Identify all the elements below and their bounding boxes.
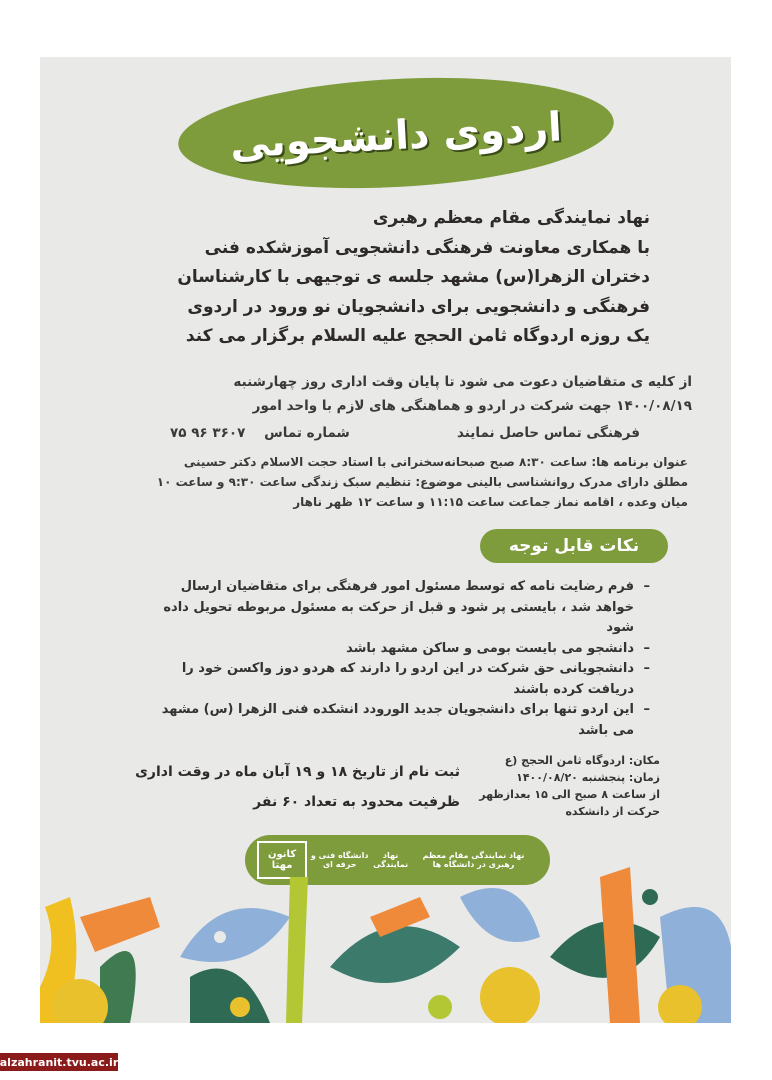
decorative-pattern xyxy=(40,857,731,1023)
notes-list xyxy=(140,577,650,741)
site-url-tag: alzahranit.tvu.ac.ir xyxy=(0,1053,118,1071)
list-item: – دانشجو می بایست بومی و ساکن مشهد باشد xyxy=(140,639,650,660)
contact-info xyxy=(170,425,350,449)
invite-line: از کلیه ی متقاضیان دعوت می شود تا پایان وقت اداری روز چهارشنبه xyxy=(233,374,692,390)
venue-line: حرکت از دانشکده xyxy=(565,805,660,818)
list-item: – فرم رضایت نامه که توسط مسئول امور فرهنگی برای متقاضیان ارسال خواهد شد ، بایستی پر شود و قبل از حرکت به مسئول مربوطه تحویل داده شود xyxy=(140,577,650,639)
intro-line: با همکاری معاونت فرهنگی دانشجویی آموزشکده فنی xyxy=(204,237,650,258)
notice-heading: نکات قابل توجه xyxy=(480,529,668,563)
university-logo: دانشگاه فنی و حرفه ای xyxy=(310,851,369,869)
intro-line: فرهنگی و دانشجویی برای دانشجویان نو ورود در اردوی xyxy=(187,296,650,317)
registration-line: ظرفیت محدود به تعداد ۶۰ نفر xyxy=(253,794,460,810)
program-text xyxy=(70,452,688,512)
list-item: – دانشجویانی حق شرکت در این اردو را دارند که هردو دوز واکسن خود را دریافت کرده باشند xyxy=(140,659,650,700)
contact-row xyxy=(170,425,640,449)
intro-line: یک روزه اردوگاه ثامن الحجج علیه السلام برگزار می کند xyxy=(185,326,650,346)
intro-text xyxy=(90,204,650,352)
invite-text xyxy=(80,370,692,418)
poster xyxy=(40,57,731,1023)
venue-line: از ساعت ۸ صبح الی ۱۵ بعدازظهر xyxy=(479,788,660,801)
page-title: اردوی دانشجویی xyxy=(228,104,564,168)
decor-shapes xyxy=(40,867,731,1023)
registration-info xyxy=(110,757,460,817)
invite-line-last: فرهنگی تماس حاصل نمایند xyxy=(457,425,640,441)
intro-line: نهاد نمایندگی مقام معظم رهبری xyxy=(372,208,650,228)
invite-line: ۱۴۰۰/۰۸/۱۹ جهت شرکت در اردو و هماهنگی های لازم با واحد امور xyxy=(252,398,692,414)
list-item: – این اردو تنها برای دانشجویان جدید الورودد انشکده فنی الزهرا (س) مشهد می باشد xyxy=(140,700,650,741)
contact-label: شماره تماس xyxy=(264,425,350,441)
registration-line: ثبت نام از تاریخ ۱۸ و ۱۹ آبان ماه در وقت اداری xyxy=(135,764,460,780)
emblem-logo: نهاد نمایندگی مقام معظم رهبری در دانشگاه ها xyxy=(422,851,525,869)
program-line: مطلق دارای مدرک روانشناسی بالینی موضوع: تنظیم سبک زندگی ساعت ۹:۳۰ و ساعت ۱۰ xyxy=(156,475,688,489)
intro-line: دختران الزهرا(س) مشهد جلسه ی توجیهی با کارشناسان xyxy=(177,267,650,287)
program-line: عنوان برنامه ها: ساعت ۸:۳۰ صبح صبحانه‌سخنرانی با استاد حجت الاسلام دکتر حسینی xyxy=(183,455,688,469)
kanoon-logo: کانون مهتا xyxy=(257,841,307,879)
program-line: میان وعده ، اقامه نماز جماعت ساعت ۱۱:۱۵ و ساعت ۱۲ ظهر ناهار xyxy=(293,495,688,509)
venue-line: زمان: پنجشنبه ۱۴۰۰/۰۸/۲۰ xyxy=(516,771,660,784)
book-logo: نهاد نمایندگی xyxy=(373,851,409,869)
venue-info xyxy=(450,752,660,820)
contact-number: ۳۶۰۷ ۹۶ ۷۵ xyxy=(170,425,246,441)
venue-line: مکان: اردوگاه ثامن الحجج (ع xyxy=(504,754,660,767)
